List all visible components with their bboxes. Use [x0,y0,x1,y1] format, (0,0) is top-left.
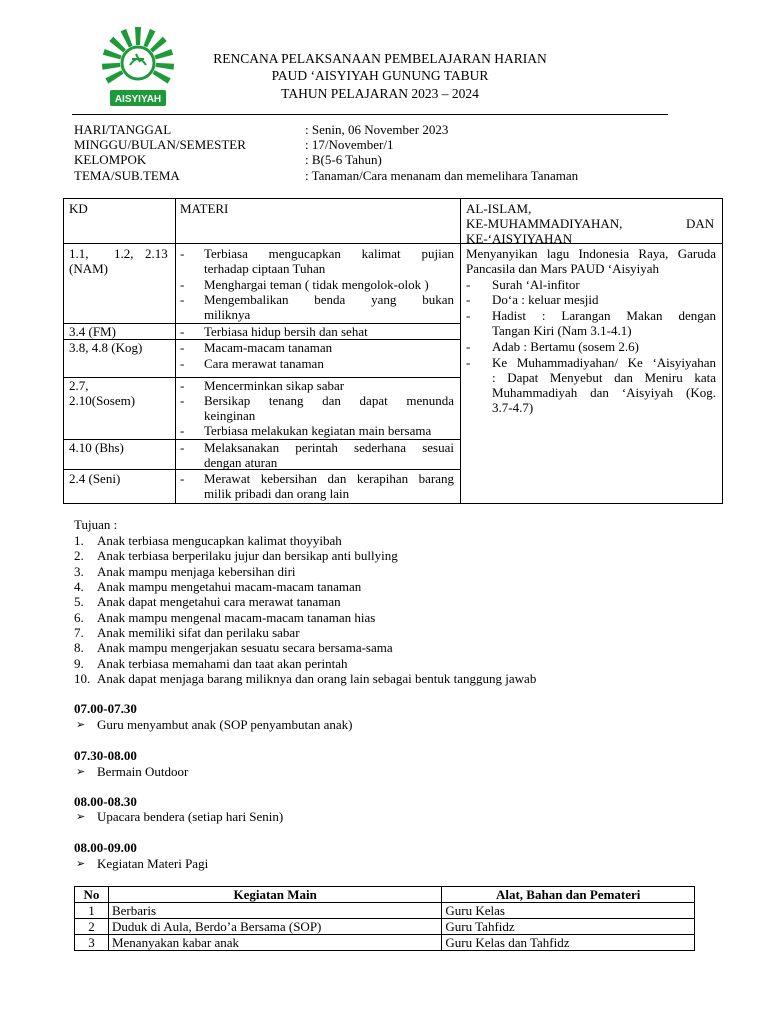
islam-header-line: DAN [686,216,715,231]
column-header: Alat, Bahan dan Pemateri [442,887,695,903]
arrow-bullet-icon: ➢ [76,718,86,731]
materi-item: Bersikap tenang dan dapat menunda [204,393,454,408]
table-cell: Menanyakan kabar anak [108,935,441,951]
materi-item: Cara merawat tanaman [204,356,324,371]
islam-header-line: AL-ISLAM, [466,201,532,216]
table-cell: Guru Kelas dan Tahfidz [442,935,695,951]
schedule-activity: Upacara bendera (setiap hari Senin) [97,809,284,824]
kd-code: 2.4 (Seni) [69,471,121,486]
tujuan-item: Anak mampu menjaga kebersihan diri [97,564,296,579]
materi-item: Terbiasa hidup bersih dan sehat [204,324,368,339]
islam-item: Ke Muhammadiyahan/ Ke ‘Aisyiyahan [492,355,716,370]
islam-item: Hadist : Larangan Makan dengan [492,308,716,323]
table-row [75,919,695,935]
info-label: MINGGU/BULAN/SEMESTER [74,137,246,152]
schedule-activity: Kegiatan Materi Pagi [97,856,209,871]
schedule-time: 08.00-08.30 [74,794,137,809]
table-row [75,903,695,919]
info-label: TEMA/SUB.TEMA [74,168,180,183]
column-header: Kegiatan Main [108,887,441,903]
materi-header: MATERI [180,201,229,216]
kd-header: KD [69,201,88,216]
islam-item: Do‘a : keluar mesjid [492,292,599,307]
column-header: No [75,887,109,903]
info-label: HARI/TANGGAL [74,122,172,137]
materi-item: Macam-macam tanaman [204,340,333,355]
arrow-bullet-icon: ➢ [76,857,86,870]
kd-code: 1.2, [114,246,134,261]
info-value: : Tanaman/Cara menanam dan memelihara Tanaman [305,168,579,183]
islam-header-line: KE-‘AISYIYAHAN [466,231,573,246]
materi-item: dengan aturan [204,455,278,470]
islam-item: Muhammadiyah dan ‘Aisyiyah (Kog. [492,385,716,400]
kd-code: 3.4 (FM) [69,324,116,339]
table-cell: Berbaris [108,903,441,919]
kd-code: (NAM) [69,261,108,276]
materi-item: terhadap ciptaan Tuhan [204,261,326,276]
materi-item: Melaksanakan perintah sederhana sesuai [204,440,454,455]
kd-code: 4.10 (Bhs) [69,440,124,455]
tujuan-item: Anak terbiasa berperilaku jujur dan bersikap anti bullying [97,548,398,563]
table-cell: 1 [75,903,109,919]
materi-item: Menghargai teman ( tidak mengolok-olok ) [204,277,429,292]
materi-item: Terbiasa melakukan kegiatan main bersama [204,423,432,438]
schedule-time: 08.00-09.00 [74,840,137,855]
materi-item: miliknya [204,307,251,322]
islam-item: Tangan Kiri (Nam 3.1-4.1) [492,323,632,338]
materi-item: milik pribadi dan orang lain [204,486,350,501]
tujuan-item: Anak memiliki sifat dan perilaku sabar [97,625,300,640]
schedule-activity: Bermain Outdoor [97,764,189,779]
kd-table: KD MATERI AL-ISLAM, KE-MUHAMMADIYAHAN, DAN KE-‘AISYIYAHAN 1.1, 1.2, 2.13 (NAM) - Terbiasa mengucapkan kalimat pujian terhadap ciptaan Tuhan - Menghargai teman ( tidak mengolok-olok ) - Mengembalikan benda yang bukan miliknya 3.4 (FM) - Terbiasa hidup bersih dan sehat 3.8, 4.8 (Kog) - Macam-macam tanaman - Cara merawat tanaman 2.7, 2.10(Sosem) - Mencerminkan sikap sabar - Bersikap tenang dan dapat menunda keinginan - Terbiasa melakukan kegiatan main bersama 4.10 (Bhs) - Melaksanakan perintah sederhana sesuai dengan aturan 2.4 (Seni) - Merawat kebersihan dan kerapihan barang milik pribadi dan orang lain Menyanyikan lagu Indonesia Raya, Garuda Pancasila dan Mars PAUD ‘Aisyiyah - Surah ‘Al-infitor - Do‘a : keluar mesjid - Hadist : Larangan Makan dengan Tangan Kiri (Nam 3.1-4.1) - Adab : Bertamu (sosem 2.6) - Ke Muhammadiyahan/ Ke ‘Aisyiyahan : Dapat Menyebut dan Meniru kata Muhammadiyah dan ‘Aisyiyah (Kog. 3.7-4.7) [63,198,723,504]
kd-code: 2.10(Sosem) [69,393,136,408]
tujuan-item: Anak dapat mengetahui cara merawat tanaman [97,594,341,609]
arrow-bullet-icon: ➢ [76,765,86,778]
islam-item: Pancasila dan Mars PAUD ‘Aisyiyah [466,261,660,276]
tujuan-item: Anak terbiasa memahami dan taat akan perintah [97,656,348,671]
tujuan-item: Anak mampu mengerjakan sesuatu secara bersama-sama [97,640,393,655]
islam-item: 3.7-4.7) [492,400,534,415]
kd-code: 2.13 [145,246,168,261]
schedule-time: 07.00-07.30 [74,701,137,716]
table-cell: Guru Tahfidz [442,919,695,935]
kd-code: 1.1, [69,246,89,261]
tujuan-item: Anak dapat menjaga barang miliknya dan orang lain sebagai bentuk tanggung jawab [97,671,537,686]
logo-text: AISYIYAH [114,94,162,105]
tujuan-item: Anak mampu mengetahui macam-macam tanaman [97,579,362,594]
header-divider [72,114,668,115]
info-value: : 17/November/1 [305,137,394,152]
academic-year: TAHUN PELAJARAN 2023 – 2024 [281,86,479,101]
materi-item: Mengembalikan benda yang bukan [204,292,454,307]
info-label: KELOMPOK [74,152,147,167]
info-value: : B(5-6 Tahun) [305,152,382,167]
islam-header-line: KE-MUHAMMADIYAHAN, [466,216,623,231]
materi-item: Terbiasa mengucapkan kalimat pujian [204,246,454,261]
table-cell: 2 [75,919,109,935]
tujuan-item: Anak mampu mengenal macam-macam tanaman hias [97,610,376,625]
table-cell: Duduk di Aula, Berdo’a Bersama (SOP) [108,919,441,935]
doc-title: RENCANA PELAKSANAAN PEMBELAJARAN HARIAN [213,51,547,66]
materi-item: Merawat kebersihan dan kerapihan barang [204,471,454,486]
table-cell: 3 [75,935,109,951]
islam-item: : Dapat Menyebut dan Meniru kata [492,370,716,385]
kd-code: 3.8, 4.8 (Kog) [69,340,143,355]
arrow-bullet-icon: ➢ [76,810,86,823]
materi-item: keinginan [204,408,256,423]
tujuan-title: Tujuan : [74,517,118,532]
islam-item: Menyanyikan lagu Indonesia Raya, Garuda [466,246,716,261]
activity-table [74,886,695,951]
table-header-row [75,887,695,903]
schedule-activity: Guru menyambut anak (SOP penyambutan anak) [97,717,353,732]
school-name: PAUD ‘AISYIYAH GUNUNG TABUR [271,68,489,83]
schedule-time: 07.30-08.00 [74,748,137,763]
tujuan-item: Anak terbiasa mengucapkan kalimat thoyyibah [97,533,342,548]
table-cell: Guru Kelas [442,903,695,919]
materi-item: Mencerminkan sikap sabar [204,378,345,393]
islam-item: Adab : Bertamu (sosem 2.6) [492,339,639,354]
kd-code: 2.7, [69,378,89,393]
islam-item: Surah ‘Al-infitor [492,277,580,292]
table-row [75,935,695,951]
info-value: : Senin, 06 November 2023 [305,122,449,137]
